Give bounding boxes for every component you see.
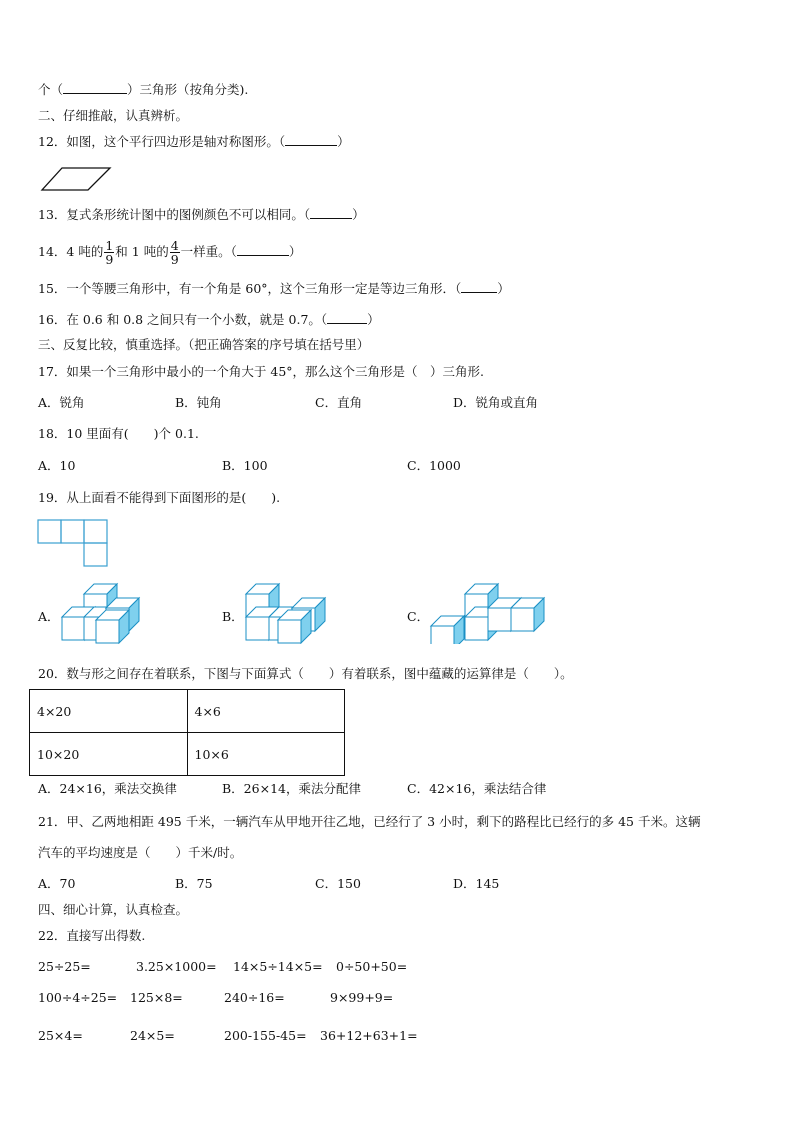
- question-14: [38, 234, 301, 270]
- question-21-line1: 21．甲、乙两地相距 495 千米，一辆汽车从甲地开往乙地，已经行了 3 小时，剩下的路程比已经行的多 45 千米。这辆: [38, 814, 701, 829]
- q11-suffix: ）三角形（按角分类).: [127, 82, 249, 97]
- q21-option-c[interactable]: C．150: [315, 876, 361, 891]
- section-3-heading: 三、反复比较，慎重选择。（把正确答案的序号填在括号里）: [38, 337, 370, 352]
- cube-figure-b[interactable]: [244, 578, 334, 644]
- q17-option-c[interactable]: C．直角: [315, 395, 363, 410]
- question-18: 18．10 里面有( )个 0.1.: [38, 426, 199, 441]
- section-2-heading: 二、仔细推敲，认真辨析。: [38, 108, 189, 123]
- q16-text: 16．在 0.6 和 0.8 之间只有一个小数，就是 0.7。（: [38, 312, 328, 327]
- question-13: [38, 207, 365, 223]
- q14-text-a: 14．4 吨的: [38, 244, 104, 259]
- q17-option-b[interactable]: B．钝角: [175, 395, 222, 410]
- answer-blank[interactable]: [327, 312, 367, 324]
- table-cell: 10×20: [30, 733, 188, 776]
- calc-item: 100÷4÷25=: [38, 990, 118, 1005]
- fraction-numerator: 4: [170, 238, 179, 253]
- calc-item: 200-155-45=: [224, 1028, 307, 1043]
- area-model-table: [29, 689, 345, 776]
- calc-item: 240÷16=: [224, 990, 285, 1005]
- answer-blank[interactable]: [285, 134, 337, 146]
- table-row: [30, 733, 345, 776]
- q21-option-a[interactable]: A．70: [38, 876, 76, 891]
- q16-close: ）: [367, 312, 380, 327]
- q19-option-c[interactable]: C．: [407, 609, 430, 624]
- fraction-1-9: [104, 239, 114, 266]
- fraction-denominator: 9: [105, 252, 114, 267]
- q12-text: 12．如图，这个平行四边形是轴对称图形。（: [38, 134, 286, 149]
- question-19: 19．从上面看不能得到下面图形的是( ).: [38, 490, 281, 505]
- q18-option-b[interactable]: B．100: [222, 458, 268, 473]
- question-22: 22．直接写出得数.: [38, 928, 146, 943]
- answer-blank[interactable]: [237, 244, 289, 256]
- table-cell: 10×6: [187, 733, 345, 776]
- table-cell: 4×6: [187, 690, 345, 733]
- calc-item: 14×5÷14×5=: [233, 959, 323, 974]
- question-16: [38, 312, 380, 328]
- parallelogram-figure: [40, 166, 112, 192]
- table-cell: 4×20: [30, 690, 188, 733]
- q14-text-b: 和 1 吨的: [115, 244, 169, 259]
- q15-text: 15．一个等腰三角形中，有一个角是 60°，这个三角形一定是等边三角形．（: [38, 281, 462, 296]
- calc-item: 9×99+9=: [330, 990, 394, 1005]
- section-4-heading: 四、细心计算，认真检查。: [38, 902, 189, 917]
- top-view-grid: [37, 519, 109, 569]
- q18-option-a[interactable]: A．10: [38, 458, 76, 473]
- q20-option-a[interactable]: A．24×16，乘法交换律: [38, 781, 177, 796]
- answer-blank[interactable]: [461, 281, 497, 293]
- question-12: [38, 134, 350, 150]
- question-15: [38, 281, 510, 297]
- calc-item: 125×8=: [130, 990, 183, 1005]
- q21-option-d[interactable]: D．145: [453, 876, 500, 891]
- q19-option-b[interactable]: B．: [222, 609, 244, 624]
- question-20: 20．数与形之间存在着联系，下图与下面算式（ ）有着联系，图中蕴藏的运算律是（ ）。: [38, 666, 573, 681]
- answer-blank[interactable]: [63, 82, 127, 94]
- fraction-numerator: 1: [105, 238, 114, 253]
- cube-figure-a[interactable]: [60, 578, 150, 644]
- fraction-4-9: [170, 239, 180, 266]
- q17-option-a[interactable]: A．锐角: [38, 395, 85, 410]
- q11-tail: [38, 82, 248, 98]
- q19-option-a[interactable]: A．: [38, 609, 60, 624]
- fraction-denominator: 9: [170, 252, 179, 267]
- q13-close: ）: [352, 207, 365, 222]
- calc-item: 36+12+63+1=: [320, 1028, 418, 1043]
- q14-close: ）: [288, 244, 302, 259]
- q13-text: 13．复式条形统计图中的图例颜色不可以相同。（: [38, 207, 311, 222]
- cube-figure-c[interactable]: [429, 578, 553, 644]
- q20-option-b[interactable]: B．26×14，乘法分配律: [222, 781, 361, 796]
- question-21-line2: 汽车的平均速度是（ ）千米/时。: [38, 845, 243, 860]
- q21-option-b[interactable]: B．75: [175, 876, 213, 891]
- q12-close: ）: [337, 134, 350, 149]
- calc-item: 3.25×1000=: [136, 959, 217, 974]
- q11-prefix: 个（: [38, 82, 64, 97]
- calc-item: 0÷50+50=: [336, 959, 408, 974]
- question-17: 17．如果一个三角形中最小的一个角大于 45°，那么这个三角形是（ ）三角形.: [38, 364, 485, 379]
- q20-option-c[interactable]: C．42×16，乘法结合律: [407, 781, 547, 796]
- answer-blank[interactable]: [310, 207, 352, 219]
- q18-option-c[interactable]: C．1000: [407, 458, 461, 473]
- calc-item: 25÷25=: [38, 959, 91, 974]
- calc-item: 25×4=: [38, 1028, 83, 1043]
- table-row: [30, 690, 345, 733]
- calc-item: 24×5=: [130, 1028, 175, 1043]
- q14-text-c: 一样重。（: [180, 244, 237, 259]
- q15-close: ）: [497, 281, 510, 296]
- q17-option-d[interactable]: D．锐角或直角: [453, 395, 539, 410]
